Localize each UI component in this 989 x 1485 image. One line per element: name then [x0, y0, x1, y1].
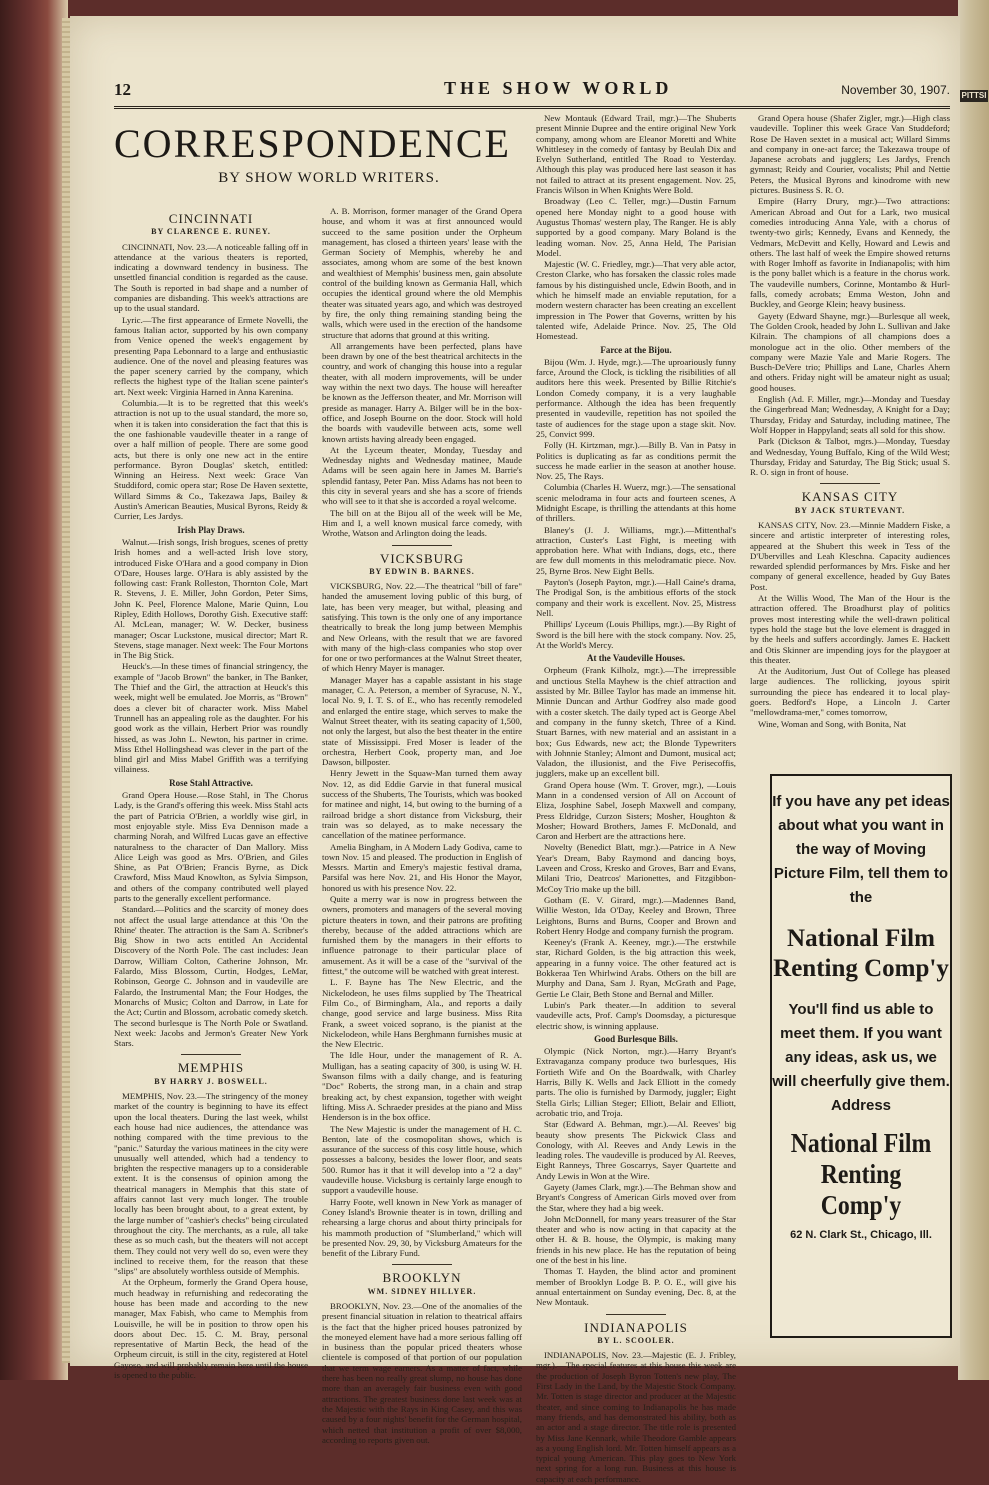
article-paragraph: A. B. Morrison, former manager of the Grand Opera house, and whom it was at first announced would succeed to the same position under the Orpheum management, has closed a thirteen years' lease with the German Society of Memphis, whereby he and associates, among whom are some of the best known and wealthiest of Memphis' business men, gain absolute control of the building known as Germania Hall, which occupies the identical ground where the old Memphis theater was situated years ago, and which was destroyed by fire, the only thing remaining standing being the walls, which were used in the erection of the handsome structure that adorns that ground at this writing.: [322, 206, 522, 340]
city-heading-vicksburg: VICKSBURG: [379, 550, 465, 566]
article-paragraph: Olympic (Nick Norton, mgr.).—Harry Bryant's Extravaganza company produce two burlesques, His Fortieth Wife and On the Boardwalk, with Charley Harris, Billy K. Wells and Jack Elliott in the comedy parts. The olio is furnished by Darmody, juggler; Eight Stella Girls; Lillian Steger; Elliott, Belair and Elliott, acrobatic trio, and Troja.: [536, 1046, 736, 1118]
newspaper-page: [70, 16, 960, 1484]
divider: [181, 1054, 241, 1055]
subheading: Good Burlesque Bills.: [594, 1033, 678, 1044]
author-byline: BY JACK STURTEVANT.: [794, 505, 906, 515]
article-paragraph: At the Lyceum theater, Monday, Tuesday and Wednesday nights and Wednesday matinee, Maude Adams will be seen again here in James M. Barrie's splendid fantasy, Peter Pan. Miss Adams has not been to this city in several years and she has a score of friends who will see to it that she is accorded a royal welcome.: [322, 444, 522, 507]
article-paragraph: Gayety (James Clark, mgr.).—The Behman show and Bryant's Congress of American Girls moved over from the Star, where they had a big week.: [536, 1181, 736, 1213]
article-paragraph: VICKSBURG, Nov. 22.—The theatrical "bill of fare" handed the amusement loving public of this burg, of late, has been very meager, but withal, pleasing and satisfying. This town is the only one of any importance theatrically to break the long jump between Memphis and New Orleans, with the result that we are favored with many of the high-class companies who stop over for one or two performances at the Walnut Street theater, of which Henry Mayer is manager.: [322, 581, 522, 674]
article-paragraph: Henry Jewett in the Squaw-Man turned them away Nov. 12, as did Eddie Garvie in that funeral musical success of the Shuberts, The Tourists, which was booked for matinee and night, 14, but owing to the burning of a railroad bridge a short distance from Vicksburg, their train was so delayed, as to make necessary the cancellation of the matinee performance.: [322, 768, 522, 841]
article-paragraph: At the Auditorium, Just Out of College has pleased large audiences. The rollicking, joyous spirit surrounding the piece has endeared it to local play-goers. Bedford's Hope, a Lincoln J. Carter "mellowdrama-mer," comes tomorrow,: [750, 666, 950, 718]
ad-company-name-footer: National Film Renting Comp'y: [790, 1128, 932, 1220]
article-paragraph: Lyric.—The first appearance of Ermete Novelli, the famous Italian actor, supported by his own company from Venice opened the week's engagement by presenting Papa Lebonnard to a large and enthusiastic audience. One of the novel and pleasing features was the paper scenery carried by the company, which reflects the highest type of the Italian scene painter's art. Next week: Virginia Harned in Anna Karenina.: [114, 314, 308, 397]
publication-title: THE SHOW WORLD: [444, 78, 673, 98]
city-heading-indianapolis: INDIANAPOLIS: [584, 1319, 688, 1335]
divider: [392, 545, 452, 546]
article-paragraph: Amelia Bingham, in A Modern Lady Godiva, came to town Nov. 15 and pleased. The production in English of Messrs. Martin and Emery's majestic festival drama, Parsifal was here Nov. 21, and His Honor the Mayor, honored us with his presence Nov. 22.: [322, 841, 522, 893]
subheading: At the Vaudeville Houses.: [586, 653, 685, 664]
article-paragraph: Columbia (Charles H. Wuerz, mgr.).—The sensational scenic melodrama in four acts and fourteen scenes, A Midnight Escape, is thrilling the attendants at this home of thrillers.: [536, 482, 736, 524]
page-number: 12: [114, 80, 131, 99]
article-paragraph: The Idle Hour, under the management of R. A. Mulligan, has a seating capacity of 300, is using W. H. Swanson films with a daily change, and is featuring "Doc" Roberts, the strong man, in a chain and strap breaking act, by chest expansion, together with weight lifting. Miss A. Schraeder presides at the piano and Miss Henderson is in the box office.: [322, 1050, 522, 1123]
article-paragraph: L. F. Bayne has The New Electric, and the Nickelodeon, he uses films supplied by The Theatrical Film Co., of Birmingham, Ala., and reports a daily change, good service and large business. Miss Rita Frank, a sweet voiced soprano, is the pianist at the Nickelodeon, while Hans Berghmann furnishes music at the New Electric.: [322, 977, 522, 1050]
ad-intro-text: If you have any pet ideas about what you want in the way of Moving Picture Film, tell them to the: [772, 793, 950, 906]
city-heading-brooklyn: BROOKLYN: [382, 1270, 462, 1286]
article-paragraph: Grand Opera House.—Rose Stahl, in The Chorus Lady, is the Grand's offering this week. Miss Stahl acts the part of Patricia O'Brien, a worldly wise girl, in most enjoyable style. Miss Eva Dennison made a charming Norah, and Wilfred Lucas gave an effective naturalness to the character of Dan Mallory. Miss Alice Leigh was good as Mrs. O'Brien, and Giles Shine, as Pat O'Brien; Francis Byrne, as Dick Crawford, Miss Maud Knowlton, as Sylvia Simpson, and others of the company contributed well played parts to the generally excellent performance.: [114, 790, 308, 903]
article-paragraph: Empire (Harry Drury, mgr.)—Two attractions: American Abroad and Out for a Lark, two musical comedies introducing Anna Yale, with a chorus of twenty-two girls; Kennedy, Evans and Kennedy, the Vedmars, McDevitt and Kelly, Howard and Lewis and others. The last half of week the Empire showed returns with Roger Imhoff as favorite in Indianapolis; with him is the pony ballet which is a feature in the chorus work. The vaudeville numbers, Corinne, Montambo & Hurl-falls, comedy acrobats; Emma Weston, John and Buckley, and George Klein; heavy business.: [750, 196, 950, 310]
article-paragraph: Gotham (E. V. Girard, mgr.).—Madennes Band, Willie Weston, Ida O'Day, Keeley and Brown, Three Leightons, Burns and Burns, Cooper and Brown and Robert Henry Hodge and company furnish the program.: [536, 894, 736, 936]
author-byline: BY L. SCOOLER.: [597, 1335, 675, 1345]
book-spine: [0, 0, 68, 1380]
article-paragraph: Columbia.—It is to be regretted that this week's attraction is not up to the usual standard, the more so, when it is taken into consideration the fact that this is the one fashionable vaudeville theater in a range of over a half million of people. There are some good acts, but there is only one new act in the entire performance. Byron Douglas' sketch, entitled: Winning an Heiress. Next week: Grace Van Studdiford, comic opera star; Rose De Haven sextette, Willard Simms & Co., Takezawa Japs, Bailey & Austin's American Beauties, Musical Byrons, Reidy & Currier, Les Jardys.: [114, 398, 308, 522]
article-paragraph: Bijou (Wm. J. Hyde, mgr.).—The uproariously funny farce, Around the Clock, is tickling the risibilities of all auditors here this week. Presented by Billie Ritchie's London Comedy company, it is a very laughable performance. Although the idea has been frequently presented in vaudeville, repetition has not spoiled the taste of audiences for the stage upon a stage skit. Nov. 25, Convict 999.: [536, 356, 736, 439]
article-paragraph: Thomas T. Hayden, the blind actor and prominent member of Brooklyn Lodge B. P. O. E., will give his annual entertainment on Sunday evening, Dec. 8, at the New Montauk.: [536, 1266, 736, 1308]
article-paragraph: MEMPHIS, Nov. 23.—The stringency of the money market of the country is beginning to have its effect upon the local theaters. During the last week, whilst each house had nice audiences, the attendance was nothing compared with the time previous to the "panic." Saturday the various matinees in the city were unusually well attended, which had a tendency to brighten the respective managers up to a considerable extent. It is the consensus of opinion among the theatrical managers in Memphis that this state of affairs cannot last very much longer. The trouble locally has been brought about, to a great extent, by the large number of "cashier's checks" being circulated throughout the city. The merchants, as a rule, all take these as so much cash, but the theaters will not accept them. They could not very well do so, even were they inclined to receive them, for the reason that these "slips" are absolutely worthless outside of Memphis.: [114, 1091, 308, 1277]
article-paragraph: Payton's (Joseph Payton, mgr.).—Hall Caine's drama, The Prodigal Son, is the ambitious efforts of the stock company and their work is excellent. Nov. 25, Mistress Nell.: [536, 577, 736, 618]
section-title: CORRESPONDENCE: [114, 121, 511, 166]
article-paragraph: BROOKLYN, Nov. 23.—One of the anomalies of the present financial situation in relation to theatrical affairs is the fact that the higher priced houses patronized by the moneyed element have had a more serious falling off in business than the popular priced theaters whose clientele is composed of that portion of our population that we term wage earners. As a matter of fact, while there has been no really great slump, no house has done more than an averagely fair business even with good attractions. The greatest business done last week was at the Majestic with the Rays in King Casey, and this was caused by a four nights' benefit for the German hospital, which netted that institution a profit of over $8,000, according to reports given out.: [322, 1300, 522, 1445]
article-paragraph: The New Majestic is under the management of H. C. Benton, late of the cosmopolitan shows, which is assurance of the success of this cosy little house, which possesses a balcony, besides the lower floor, and seats 500. Rumor has it that it will develop into a "2 a day" vaudeville house. Vicksburg is certainly large enough to support a vaudeville house.: [322, 1123, 522, 1196]
article-paragraph: At the Willis Wood, The Man of the Hour is the attraction offered. The Broadhurst play of politics proves most interesting while the well-drawn political types hold the stage but the love element is dragged in by the heels and suffers accordingly. James E. Hackett and Otis Skinner are impending joys for the playgoer at this theater.: [750, 593, 950, 665]
divider: [392, 1264, 452, 1265]
article-paragraph: The bill on at the Bijou all of the week will be Me, Him and I, a well known musical farce comedy, with Wrothe, Watson and Arlington doing the leads.: [322, 507, 522, 539]
article-paragraph: Orpheum (Frank Kilholz, mgr.).—The irrepressible and unctious Stella Mayhew is the chief attraction and assisted by Mr. Billee Taylor has made an immense hit. Minnie Duncan and Arthur Godfrey also made good with a coster sketch. The daily typed act is George Abel and company in the funny sketch, Three of a Kind. Stuart Barnes, with new material and an assistant in a box; Gus Edwards, new act; the Blonde Typewriters with Johnnie Stanley; Almont and Dumont, musical act; Valadon, the illusionist, and the Five Perisecoffis, jugglers, make up an excellent bill.: [536, 665, 736, 779]
article-paragraph: CINCINNATI, Nov. 23.—A noticeable falling off in attendance at the various theaters is reported, indicating a downward tendency in business. The unsettled financial condition is regarded as the cause. The South is reported in bad shape and a number of companies are disbanding. This week's attractions are up to the usual standard.: [114, 241, 308, 314]
article-paragraph: Park (Dickson & Talbot, mgrs.)—Monday, Tuesday and Wednesday, Young Buffalo, King of the Wild West; Thursday, Friday and Saturday, The Big Stick; usual S. R. O. sign in front of house.: [750, 436, 950, 478]
adjacent-page-label: PITTSI: [961, 91, 987, 100]
divider: [820, 483, 880, 484]
article-paragraph: Grand Opera house (Wm. T. Grover, mgr.), —Louis Mann in a condensed version of All on Account of Eliza, Josphine Sabel, Joseph Maxwell and company, Press Eldridge, Curzon Sisters; Mosher, Houghton & Mosher; Howard Brothers, James F. McDonald, and Caron and Herbert are the attractions here.: [536, 779, 736, 842]
subheading: Farce at the Bijou.: [600, 344, 672, 355]
ad-address: 62 N. Clark St., Chicago, Ill.: [790, 1229, 932, 1241]
divider: [606, 1314, 666, 1315]
article-paragraph: Keeney's (Frank A. Keeney, mgr.).—The erstwhile star, Richard Golden, is the big attraction this week, appearing in a funny voice. The other featured act is Bokkeraa Ten Whirlwind Arabs. Others on the bill are Murphy and Dana, Sam J. Ryan, McGrath and Page, Gertie Le Clair, Beth Stone and Bernal and Miller.: [536, 937, 736, 999]
column-2: [322, 206, 522, 1446]
issue-date: November 30, 1907.: [841, 83, 950, 97]
section-byline: BY SHOW WORLD WRITERS.: [218, 170, 440, 186]
ad-body-text: You'll find us able to meet them. If you want any ideas, ask us, we will cheerfully give them. Address: [772, 1001, 950, 1114]
article-paragraph: Lubin's Park theater.—In addition to several vaudeville acts, Prof. Camp's Doomsday, a picturesque electric show, is winning applause.: [536, 999, 736, 1031]
city-heading-memphis: MEMPHIS: [177, 1060, 245, 1076]
subheading: Irish Play Draws.: [177, 524, 245, 535]
article-paragraph: KANSAS CITY, Nov. 23.—Minnie Maddern Fiske, a sincere and artistic interpreter of interesting roles, appeared at the Shubert this week in Tess of the D'Ubervilles and Leah Kleschna. Capacity audiences rewarded splendid performances by Mrs. Fiske and her company of general excellence, headed by Guy Bates Post.: [750, 519, 950, 592]
article-paragraph: New Montauk (Edward Trail, mgr.)—The Shuberts present Minnie Dupree and the entire original New York company, among whom are Eleanor Moretti and White Whittlesey in the comedy of fantasy by Beulah Dix and Evelyn Sutherland, entitled The Road to Yesterday. Although this play was produced here last season it has not failed to attract at its present engagement. Nov. 25, Francis Wilson in When Knights Were Bold.: [536, 113, 736, 196]
masthead: [114, 122, 544, 187]
ad-company-name: National Film Renting Comp'y: [773, 925, 949, 982]
article-paragraph: John McDonnell, for many years treasurer of the Star theater and who is now acting in that capacity at the other H. & B. house, the Olympic, is making many friends in his new place. He has the reputation of being one of the best in his line.: [536, 1213, 736, 1266]
article-paragraph: Manager Mayer has a capable assistant in his stage manager, C. A. Peterson, a member of Syracuse, N. Y., local No. 9, I. T. S. of E., who has recently remodeled and enlarged the entire stage, which serves to make the Walnut Street theater, with its seating capacity of 1,500, not only the largest, but also the best theater in the entire state of Mississippi. Fred Moser is leader of the orchestra, Herbert Cook, property man, and Joe Dawson, billposter.: [322, 674, 522, 768]
article-paragraph: Heuck's.—In these times of financial stringency, the example of "Jacob Brown" the banker, in The Banker, The Thief and the Girl, the attraction at Heuck's this week, might well be emulated. Joe Morris, as "Brown" does a clever bit of character work. Miss Mabel Trunnell has an appealing role as the daughter. For his good work as the villain, Herbert Prior was roundly hissed, as was John L. Newton, his partner in crime. Miss Ethel Hollingshead was clever in the part of the blind girl and Miss Mabel Griffith was a terrifying villainess.: [114, 661, 308, 775]
article-paragraph: Phillips' Lyceum (Louis Phillips, mgr.).—By Right of Sword is the bill here with the stock company. Nov. 25, At the World's Mercy.: [536, 619, 736, 650]
article-paragraph: Harry Foote, well known in New York as manager of Coney Island's Brownie theater is in town, drilling and rehearsing a large chorus and about thirty principals for his mammoth production of "Slumberland," which will be presented Nov. 29, 30, by Vicksburg Amateurs for the benefit of the Library Fund.: [322, 1196, 522, 1259]
film-renting-advertisement: [770, 774, 952, 1338]
article-paragraph: At the Orpheum, formerly the Grand Opera house, much headway in refurnishing and redecorating the house has been made and according to the new manager, Max Fabish, who came to Memphis from Louisville, he will be in position to throw open his doors about Dec. 15. C. M. Bray, personal representative of Martin Beck, the head of the Orpheum circuit, is still in the city, registered at Hotel Gayoso, and will probably remain here until the house is opened to the public.: [114, 1277, 308, 1381]
article-paragraph: Broadway (Leo C. Teller, mgr.)—Dustin Farnum opened here Monday night to a good house with Augustus Thomas' western play, The Ranger. He is ably supported by a good company. Mary Boland is the leading woman. Nov. 25, Anna Held, The Parisian Model.: [536, 196, 736, 258]
article-paragraph: Walnut.—Irish songs, Irish brogues, scenes of pretty Irish homes and a well-acted Irish love story, introduced Fiske O'Hara and a good company in Dion O'Dare, Houses large. O'Hara is ably assisted by the following cast: Frank Rolleston, Thornton Cole, Mart R. Stevens, J. E. Miller, John Gordon, Peter Sims, John K. Peel, Florence Malone, Marie Quinn, Lou Ripley, Edith Hollows, Dorothy Gish. Executive staff: Al. McLean, manager; W. W. Decker, business manager; Oscar Luckstone, musical director; Mart R. Stevens, stage manager. Next week: The Four Mortons in The Big Stick.: [114, 536, 308, 661]
column-4: [750, 113, 950, 730]
article-paragraph: Grand Opera house (Shafer Zigler, mgr.)—High class vaudeville. Topliner this week Grace Van Studdeford; Rose De Haven sextet in a musical act; Willard Simms and company in one-act farce; the Takezawa troupe of Japanese acrobats and jugglers; Les Jardys, French gymnast; Reidy and Courier, vocalists; Phil and Nettie Peters, the Musical Byrons and kinodrome with new pictures. Business S. R. O.: [750, 113, 950, 196]
article-paragraph: Gayety (Edward Shayne, mgr.)—Burlesque all week, The Golden Crook, headed by John L. Sullivan and Jake Kilrain. The champions of all champions does a monologue act in the olio. Other members of the company were Mazie Yale and Marie Rogers. The Busch-DeVere trio; Phillips and Lane, Charles Ahern and others. Friday night will be amateur night as usual; good houses.: [750, 310, 950, 393]
article-paragraph: Star (Edward A. Behman, mgr.).—Al. Reeves' big beauty show presents The Pickwick Class and Conology, with Al. Reeves and Andy Lewis in the leading roles. The vaudeville is produced by Al. Reeves, Eight Ranneys, Three Goscarrys, Sayer Quartette and Andy Lewis in Won at the Wire.: [536, 1119, 736, 1181]
subheading: Rose Stahl Attractive.: [169, 777, 253, 788]
article-paragraph: Standard.—Politics and the scarcity of money does not affect the usual large attendance at this 'On the Rhine' theater. The attraction is the Sam A. Scribner's Big Show in two acts entitled An Accidental Discovery of the North Pole. The cast includes: Jean Darrow, William Colton, Catherine Johnson, Mr. Falardo, Miss Blossom, Curtin, Hodges, LeMar, Robinson, George C. Johnson and in vaudeville are Falardo, the Instrumental Man; the Four Hodges, the Monarchs of Music; Colton and Darrow, in Late for the Act; Curtin and Blossom, acrobatic comedy sketch. The second burlesque is The North Pole or Swatland. Next week: Jacobs and Jermon's Greater New York Stars.: [114, 904, 308, 1049]
article-paragraph: Folly (H. Kirtzman, mgr.).—Billy B. Van in Patsy in Politics is duplicating as far as conditions permit the success he made earlier in the season at another house. Nov. 25, The Rays.: [536, 440, 736, 482]
article-paragraph: Novelty (Benedict Blatt, mgr.).—Patrice in A New Year's Dream, Baby Raymond and dancing boys, Laveen and Cross, Kresko and Groves, Barr and Evans, Milani Trio, Deatrcos' Marionettes, and Fitzgibbon-McCoy Trio make up the bill.: [536, 842, 736, 894]
column-1: [114, 206, 308, 1381]
article-paragraph: All arrangements have been perfected, plans have been drawn by one of the best theatrical architects in the country, and work of changing this house into a regular theater, with all modern improvements, will be under way within the next two days. The house will hereafter be known as the Jefferson theater, and Mr. Morrison will preside as manager. Harry A. Bilger will be in the box-office, and Joseph Bourne on the door. Stock will hold the boards with vaudeville between acts, some well known artists having already been engaged.: [322, 340, 522, 444]
article-paragraph: Majestic (W. C. Friedley, mgr.)—That very able actor, Creston Clarke, who has forsaken the classic roles made famous by his distinguished uncle, Edwin Booth, and in which he himself made an enviable reputation, for a modern western character has been creating an excellent impression in The Power that Governs, written by his talented wife, Adelaide Prince. Nov. 25, The Old Homestead.: [536, 259, 736, 342]
page-header: [114, 80, 950, 102]
column-3: [536, 113, 736, 1485]
article-paragraph: INDIANAPOLIS, Nov. 23.—Majestic (E. J. Fribley, mgr.).—The special features at this house this week are the production of Joseph Byron Totten's new play, The First Lady in the Land, by the Majestic Stock Company. Mr. Totten is stage director and producer at the Majestic theater, and since coming to Indianapolis he has made many friends, and has demonstrated his ability, both as an actor and a stage director. The title role is presented by Miss Jane Kennark, while Theodore Gamble appears as a young English lord. Mr. Totten himself appears as a typical young American. This play goes to New York next spring for a long run. Business at this house is capacity at each performance.: [536, 1350, 736, 1484]
author-byline: BY EDWIN B. BARNES.: [369, 566, 475, 576]
city-heading-cincinnati: CINCINNATI: [168, 211, 254, 226]
city-heading-kansas-city: KANSAS CITY: [801, 489, 899, 505]
header-rule: [114, 106, 950, 109]
article-paragraph: Wine, Woman and Song, with Bonita, Nat: [758, 718, 907, 729]
article-paragraph: Blaney's (J. J. Williams, mgr.).—Mittenthal's attraction, Custer's Last Fight, is meeting with approbation here. What with Indians, dogs, etc., there are few dull moments in this melodramatic piece. Nov. 25, Byrne Bros. New Eight Bells.: [536, 524, 736, 576]
author-byline: BY HARRY J. BOSWELL.: [154, 1076, 268, 1086]
author-byline: BY CLARENCE E. RUNEY.: [151, 227, 271, 237]
article-paragraph: English (Ad. F. Miller, mgr.)—Monday and Tuesday the Gingerbread Man; Wednesday, A Knight for a Day; Thursday, Friday and Saturday, including matinee, The Wolf Hopper in Happyland; seats all sold for this show.: [750, 394, 950, 435]
adjacent-page-edge: [958, 0, 989, 1380]
author-byline: WM. SIDNEY HILLYER.: [367, 1286, 477, 1296]
article-paragraph: Quite a merry war is now in progress between the owners, promoters and managers of the several moving picture theaters in town, and their patrons are profiting thereby, because of the added attractions which are furnished them by the managers in their efforts to influence patronage to their particular place of amusement. As it will be a case of the "survival of the fittest," the outcome will be watched with great interest.: [322, 894, 522, 977]
